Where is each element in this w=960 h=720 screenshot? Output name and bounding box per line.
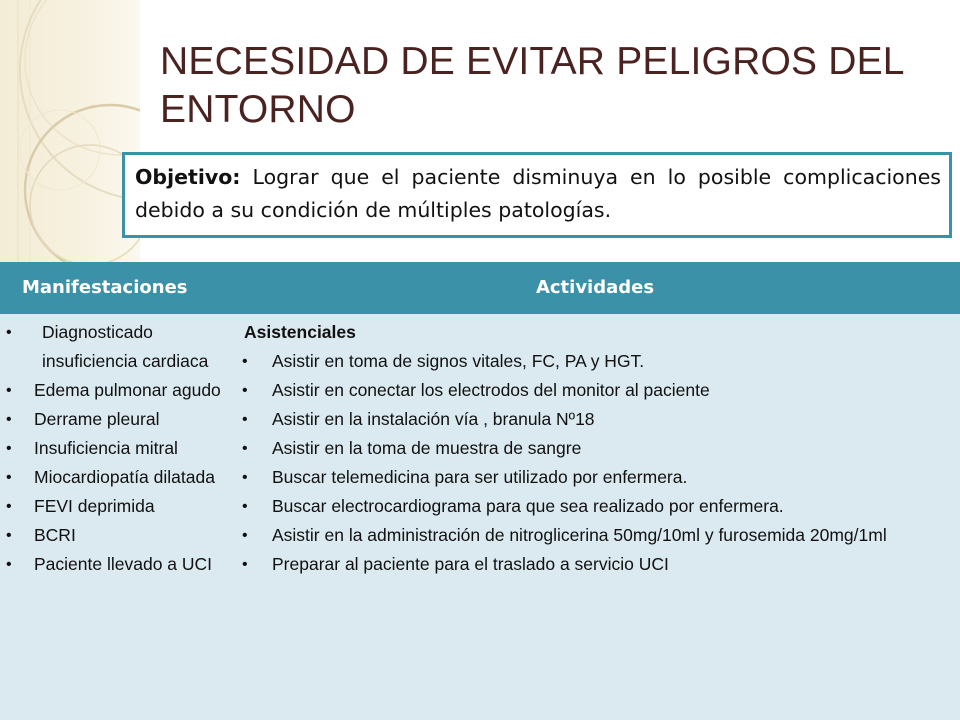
list-item: • FEVI deprimida <box>0 492 232 521</box>
list-item: • Paciente llevado a UCI <box>0 550 232 579</box>
manifestaciones-column <box>0 318 232 579</box>
list-item: • Asistir en conectar los electrodos del monitor al paciente <box>240 376 958 405</box>
list-item: • BCRI <box>0 521 232 550</box>
objective-label: Objetivo: <box>135 165 241 189</box>
list-item: • Asistir en la instalación vía , branula Nº18 <box>240 405 958 434</box>
list-item: • Preparar al paciente para el traslado a servicio UCI <box>240 550 958 579</box>
actividades-list <box>240 347 958 579</box>
list-item: • Miocardiopatía dilatada <box>0 463 232 492</box>
actividades-column <box>240 318 958 579</box>
manifestaciones-list <box>0 318 232 579</box>
list-item: • Buscar electrocardiograma para que sea realizado por enfermera. <box>240 492 958 521</box>
list-item: • Asistir en la administración de nitroglicerina 50mg/10ml y furosemida 20mg/1ml <box>240 521 958 550</box>
objective-box <box>122 152 952 238</box>
list-item: • Diagnosticado insuficiencia cardiaca <box>0 318 232 376</box>
list-item: • Edema pulmonar agudo <box>0 376 232 405</box>
list-item: • Derrame pleural <box>0 405 232 434</box>
header-actividades: Actividades <box>535 277 655 298</box>
list-item: • Insuficiencia mitral <box>0 434 232 463</box>
actividades-section-title: Asistenciales <box>244 322 356 342</box>
header-manifestaciones: Manifestaciones <box>22 277 188 298</box>
slide-title: NECESIDAD DE EVITAR PELIGROS DEL ENTORNO <box>160 40 904 131</box>
list-item: • Asistir en la toma de muestra de sangre <box>240 434 958 463</box>
list-item: • Buscar telemedicina para ser utilizado por enfermera. <box>240 463 958 492</box>
objective-text: Lograr que el paciente disminuya en lo posible complicaciones debido a su condición de múltiples patologías. <box>135 165 941 222</box>
list-item: • Asistir en toma de signos vitales, FC, PA y HGT. <box>240 347 958 376</box>
table-header-row <box>0 262 960 314</box>
table-body-row <box>0 314 960 720</box>
